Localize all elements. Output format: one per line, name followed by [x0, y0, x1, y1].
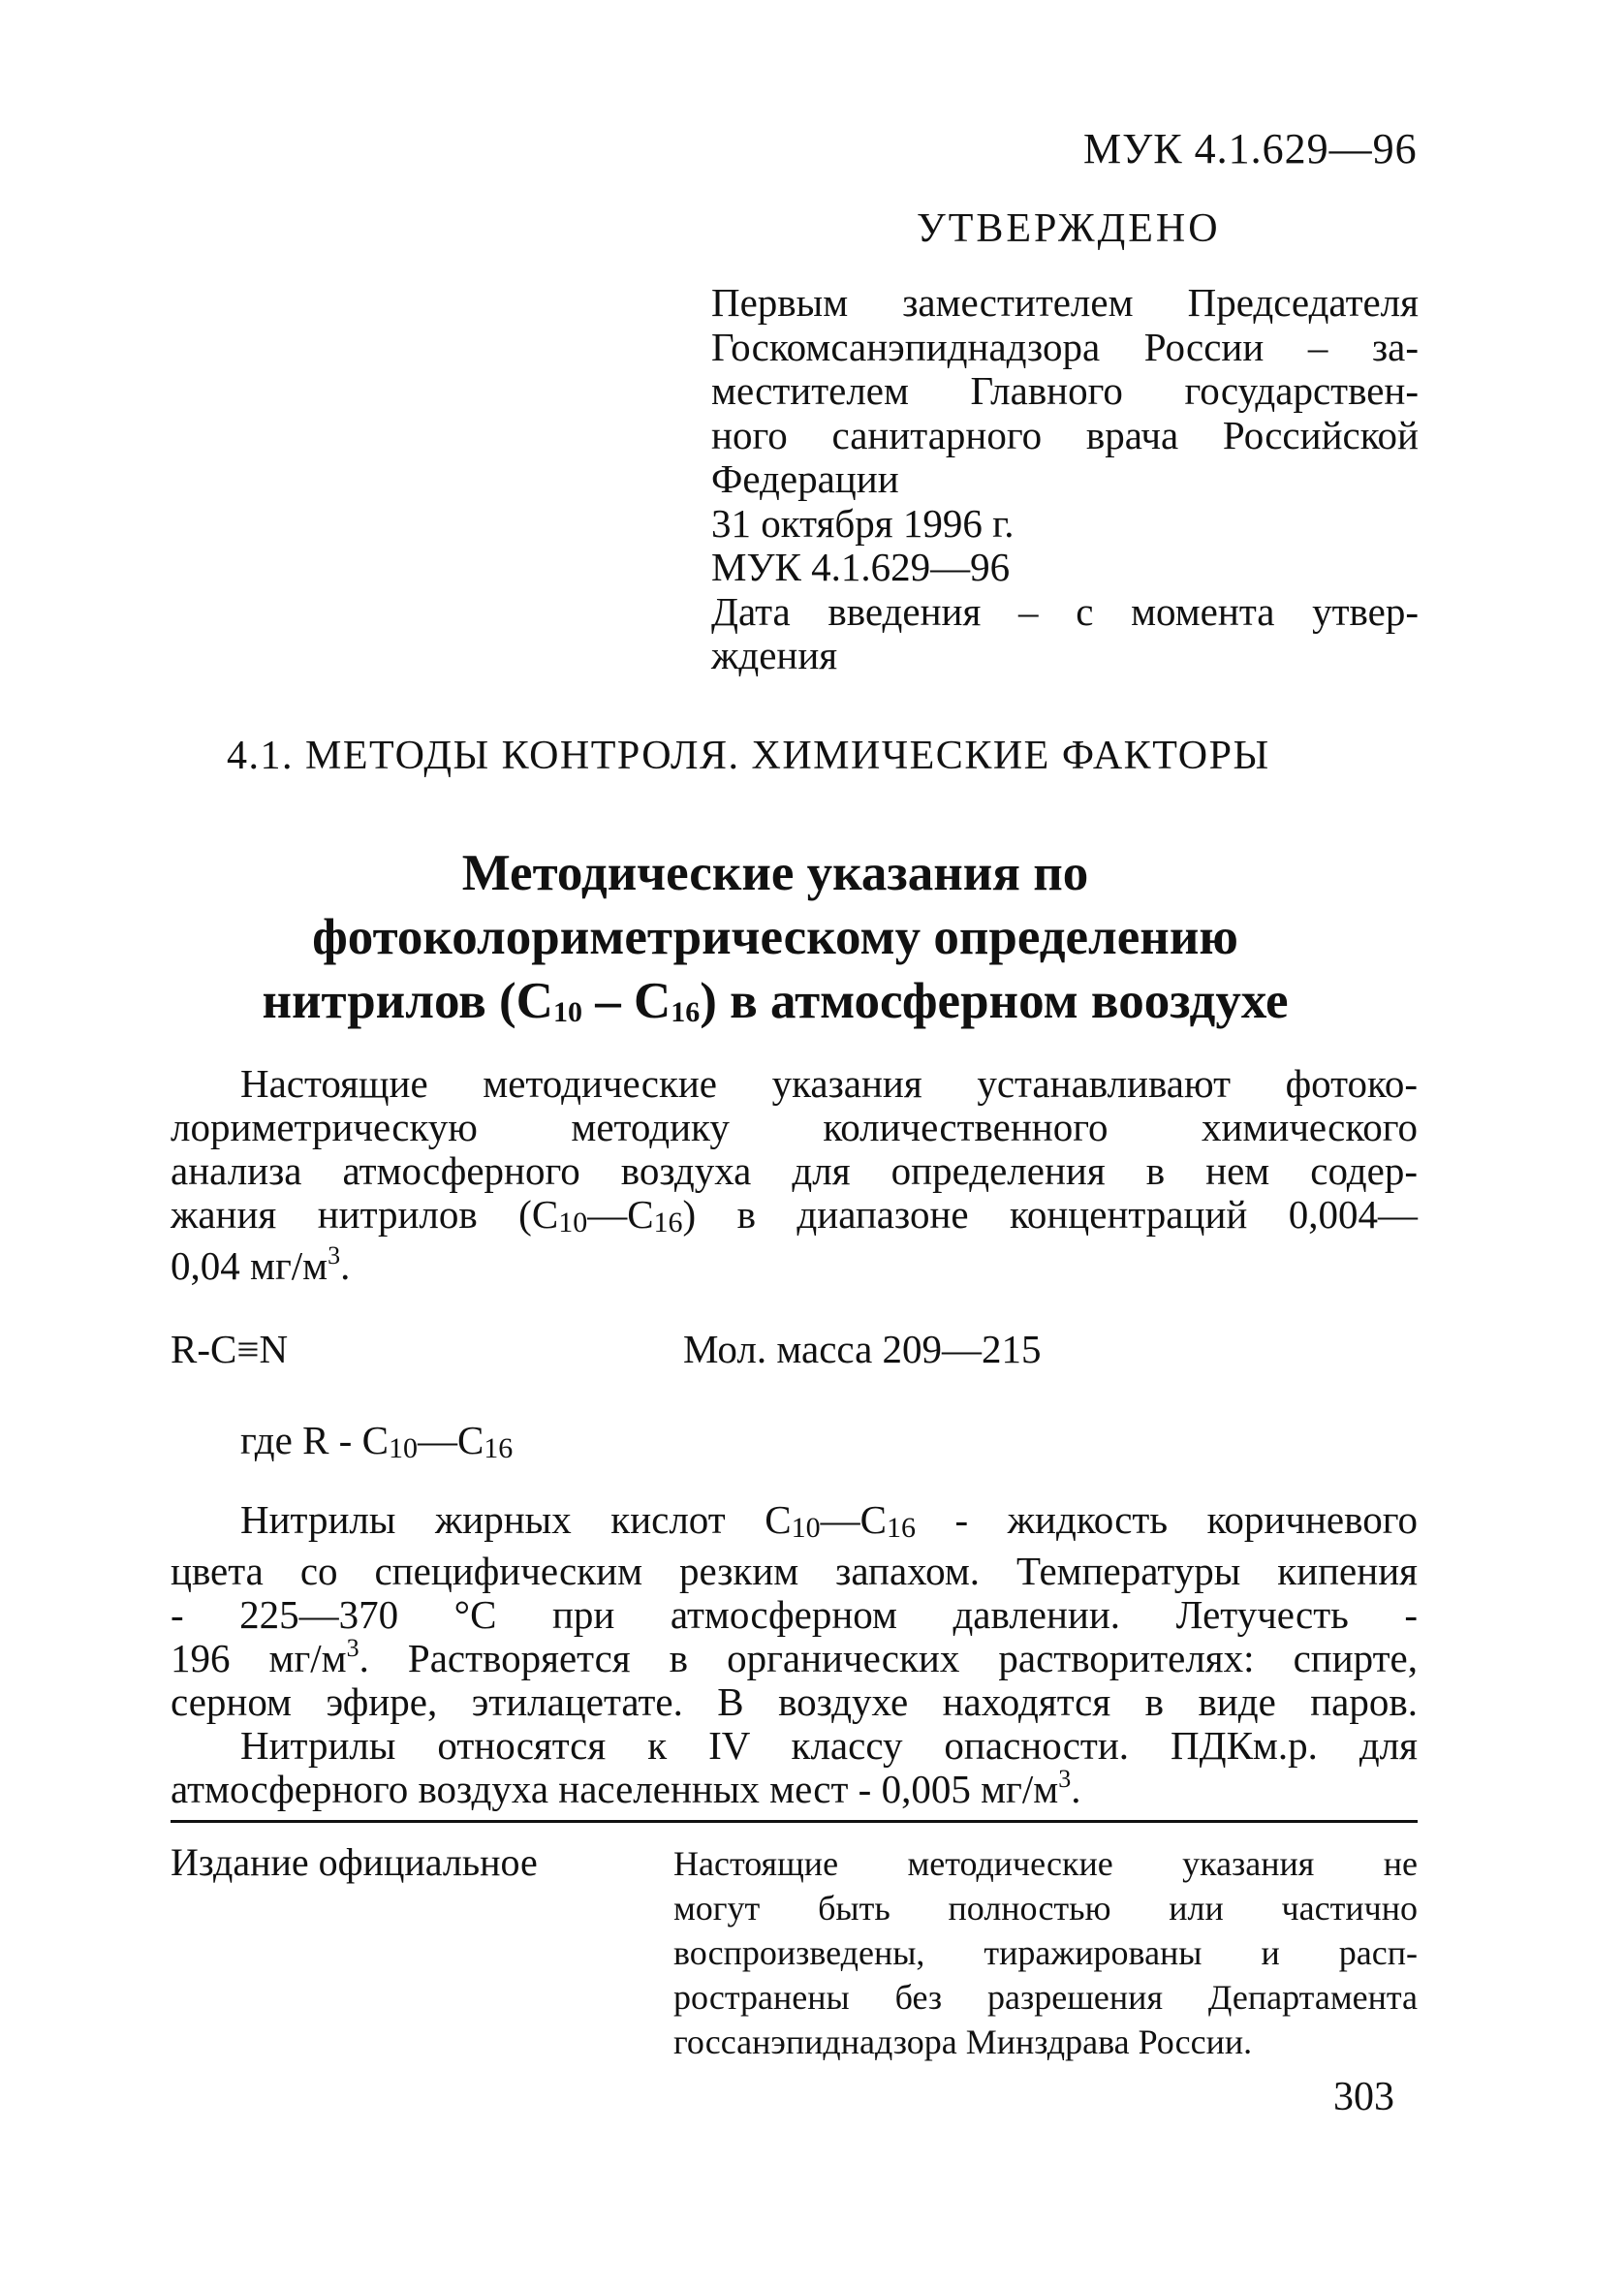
text: - жидкость коричневого — [915, 1497, 1418, 1542]
approval-line: ного санитарного врача Российской — [711, 412, 1419, 457]
text: Нитрилы жирных кислот C — [240, 1497, 792, 1542]
molecular-mass: Мол. масса 209—215 — [683, 1327, 1042, 1371]
properties-paragraph — [171, 1498, 1418, 1811]
copyright-notice — [673, 1841, 1418, 2064]
text: атмосферного воздуха населенных мест - 0,005 мг/м — [171, 1767, 1059, 1811]
paragraph-line: цвета со специфическим резким запахом. Температуры кипения — [171, 1549, 1418, 1593]
subscript: 16 — [886, 1512, 916, 1544]
approval-line: Федерации — [711, 456, 899, 501]
approval-date: 31 октября 1996 г. — [711, 500, 1015, 546]
text: ) в диапазоне концентраций 0,004— — [682, 1192, 1418, 1237]
text: . — [340, 1243, 351, 1288]
text-run — [171, 1636, 1418, 1680]
text-run — [240, 1497, 1418, 1542]
title-line: фотоколориметрическому определению — [312, 909, 1238, 965]
page-number: 303 — [1333, 2075, 1394, 2119]
subscript: 16 — [671, 996, 701, 1028]
text-run — [171, 1192, 1418, 1237]
subscript: 16 — [484, 1432, 514, 1464]
paragraph-line — [171, 1498, 1418, 1550]
paragraph-line — [171, 1193, 1418, 1244]
approval-block — [711, 281, 1419, 678]
subscript: 16 — [653, 1207, 683, 1239]
superscript: 3 — [346, 1634, 359, 1662]
approval-line: Дата введения – с момента утвер- — [711, 588, 1419, 634]
text: где R - C — [240, 1418, 389, 1462]
title-line — [145, 969, 1405, 1045]
paragraph-line: анализа атмосферного воздуха для определения в нем содер- — [171, 1148, 1418, 1193]
superscript: 3 — [1058, 1765, 1072, 1793]
superscript: 3 — [328, 1241, 341, 1270]
formula-where — [240, 1417, 513, 1465]
edition-label: Издание официальное — [171, 1840, 538, 1884]
notice-line: госсанэпиднадзора Минздрава России. — [673, 2022, 1253, 2061]
document-code: МУК 4.1.629—96 — [1083, 125, 1418, 172]
paragraph-line — [171, 1634, 1418, 1680]
notice-line: воспроизведены, тиражированы и расп- — [673, 1933, 1418, 1972]
structural-formula: R-C≡N — [171, 1327, 289, 1371]
subscript: 10 — [791, 1512, 821, 1544]
paragraph-line: Нитрилы относятся к IV классу опасности. ПДКм.р. для — [240, 1723, 1418, 1768]
approval-line: местителем Главного государствен- — [711, 368, 1419, 413]
paragraph-line — [171, 1765, 1418, 1811]
text: 0,04 мг/м — [171, 1243, 328, 1288]
title-text: нитрилов (C — [262, 973, 553, 1029]
approval-line: Первым заместителем Председателя — [711, 280, 1419, 325]
title-text: ) в атмосферном вооздухе — [700, 973, 1289, 1029]
title-line: Методические указания по — [461, 845, 1089, 901]
paragraph-line: Настоящие методические указания устанавливают фотоко- — [240, 1061, 1418, 1106]
paragraph-line — [171, 1241, 1418, 1288]
text: —C — [417, 1418, 484, 1462]
subscript: 10 — [388, 1432, 418, 1464]
approval-line: МУК 4.1.629—96 — [711, 545, 1011, 589]
text: жания нитрилов (C — [171, 1192, 559, 1237]
notice-line: Настоящие методические указания не — [673, 1844, 1418, 1883]
text: —C — [820, 1497, 887, 1542]
paragraph-line: - 225—370 °C при атмосферном давлении. Летучесть - — [171, 1592, 1418, 1637]
title-text: – C — [581, 973, 671, 1029]
intro-paragraph — [171, 1062, 1418, 1288]
approved-label: УТВЕРЖДЕНО — [917, 206, 1221, 251]
document-title — [145, 841, 1405, 1045]
text: . — [1071, 1767, 1081, 1811]
text: . Растворяется в органических растворителях: спирте, — [359, 1636, 1418, 1680]
subscript: 10 — [558, 1207, 588, 1239]
notice-line: ространены без разрешения Департамента — [673, 1978, 1418, 2017]
text: —C — [587, 1192, 654, 1237]
section-heading: 4.1. МЕТОДЫ КОНТРОЛЯ. ХИМИЧЕСКИЕ ФАКТОРЫ — [227, 734, 1270, 778]
subscript: 10 — [552, 996, 582, 1028]
notice-line: могут быть полностью или частично — [673, 1889, 1418, 1928]
footer-divider — [171, 1820, 1418, 1823]
approval-line: Госкомсанэпиднадзора России – за- — [711, 324, 1419, 369]
text: 196 мг/м — [171, 1636, 347, 1680]
approval-line: ждения — [711, 633, 838, 677]
paragraph-line: серном эфире, этилацетате. В воздухе находятся в виде паров. — [171, 1679, 1418, 1724]
paragraph-line: лориметрическую методику количественного химического — [171, 1105, 1418, 1149]
